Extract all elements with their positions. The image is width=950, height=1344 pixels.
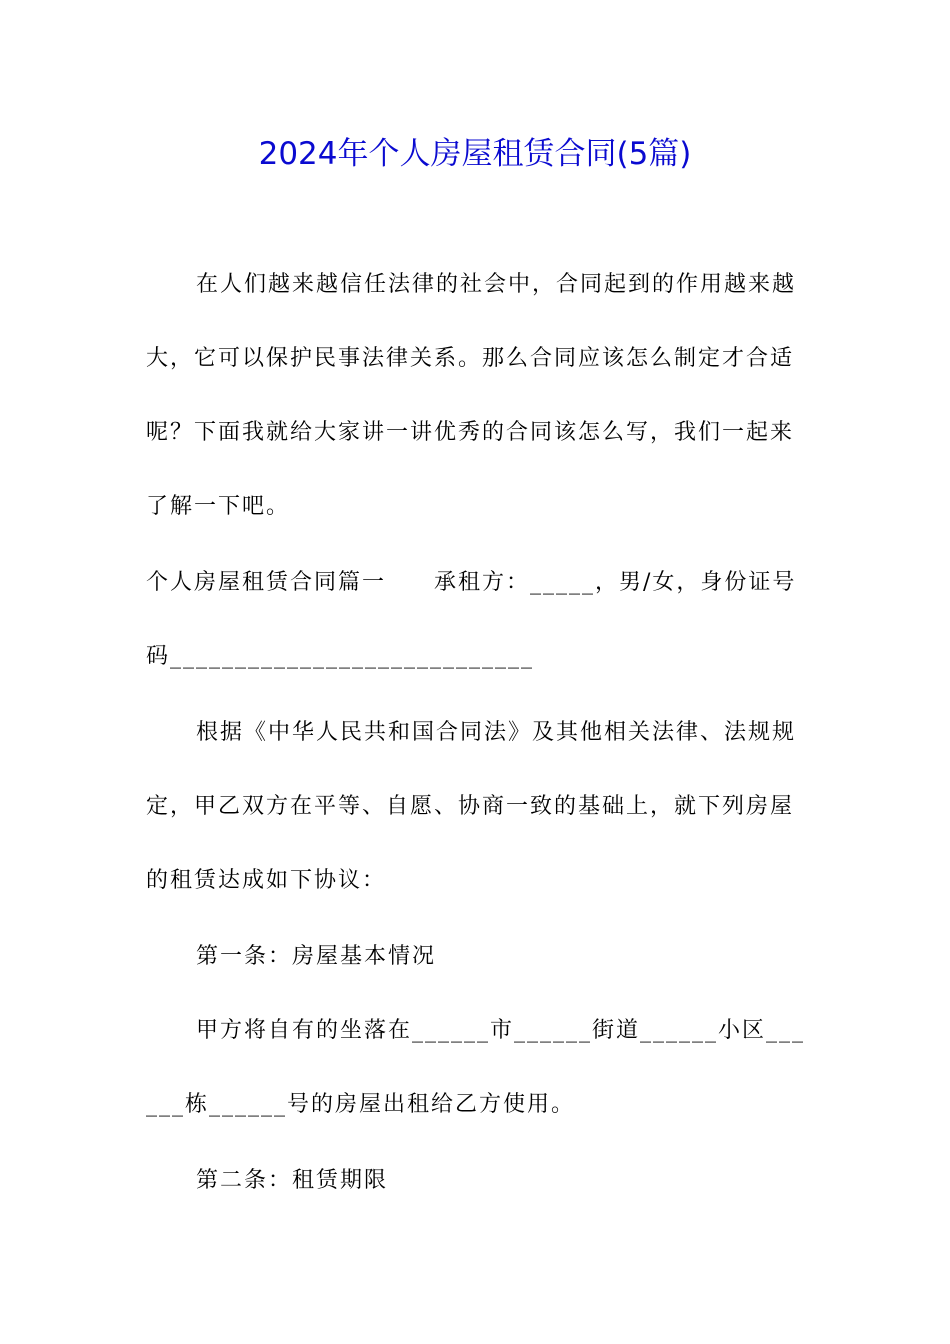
contract-header-paragraph: 个人房屋租赁合同篇一 承租方：_____，男/女，身份证号码____________________________	[146, 570, 797, 669]
document-title: 2024年个人房屋租赁合同(5篇)	[258, 136, 692, 172]
intro-paragraph: 在人们越来越信任法律的社会中，合同起到的作用越来越大，它可以保护民事法律关系。那么合同应该怎么制定才合适呢？下面我就给大家讲一讲优秀的合同该怎么写，我们一起来了解一下吧。	[146, 272, 797, 519]
article-1-body: 甲方将自有的坐落在______市______街道______小区______栋______号的房屋出租给乙方使用。	[146, 1018, 806, 1117]
article-2-heading: 第二条：租赁期限	[196, 1168, 389, 1193]
basis-paragraph: 根据《中华人民共和国合同法》及其他相关法律、法规规定，甲乙双方在平等、自愿、协商一致的基础上，就下列房屋的租赁达成如下协议：	[146, 720, 797, 893]
article-1-heading: 第一条：房屋基本情况	[196, 944, 437, 969]
